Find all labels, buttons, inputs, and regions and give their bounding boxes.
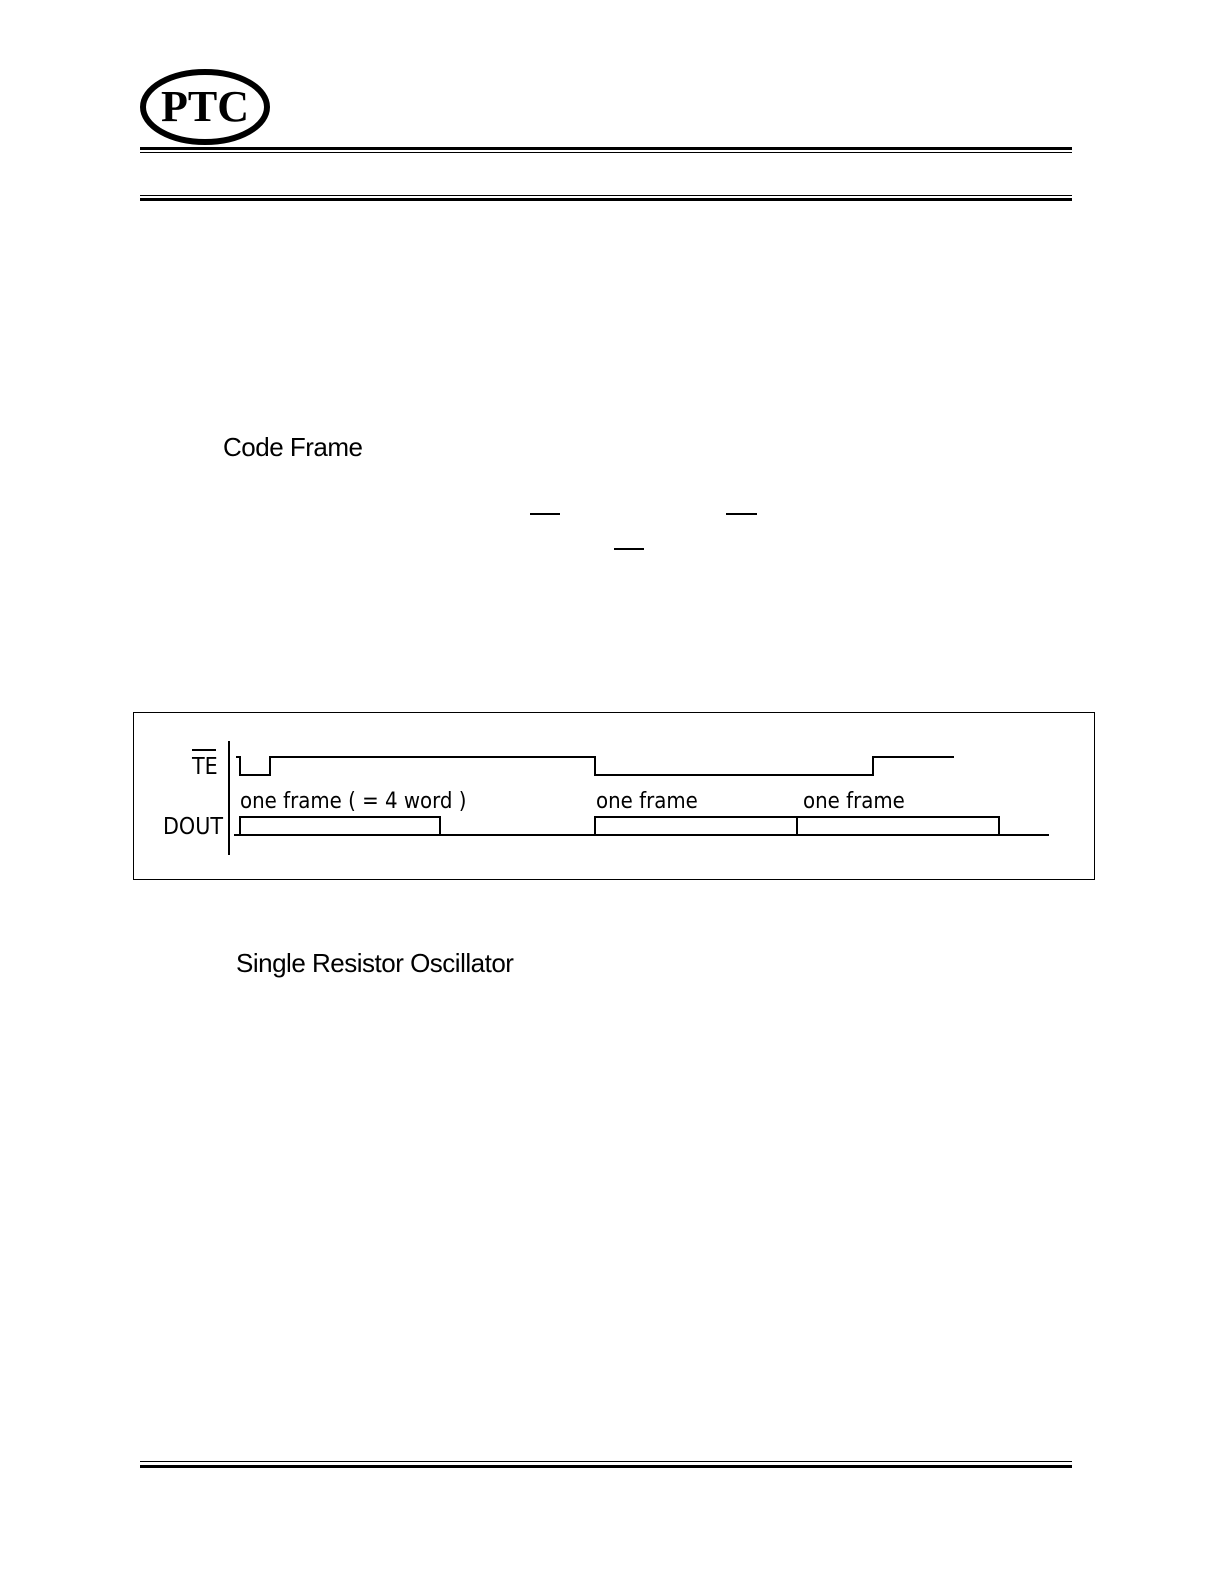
ptc-logo-icon	[138, 68, 274, 148]
frame-label-2: one frame	[596, 789, 698, 814]
title-rule-thin	[140, 195, 1072, 196]
overbar-mark	[614, 548, 644, 550]
timing-diagram-svg	[134, 713, 1096, 881]
overbar-mark	[726, 513, 757, 515]
dout-signal-label: DOUT	[163, 814, 224, 840]
dout-frame-block-3	[797, 817, 999, 835]
timing-diagram	[133, 712, 1095, 880]
te-waveform	[236, 757, 954, 775]
dout-frame-block-1	[240, 817, 440, 835]
te-signal-label: TE	[192, 754, 218, 780]
dout-frame-block-2	[595, 817, 797, 835]
frame-label-1: one frame ( = 4 word )	[240, 789, 467, 814]
footer-rule-thin	[140, 1461, 1072, 1462]
logo-text: PTC	[161, 82, 249, 131]
header-rule-thin	[140, 152, 1072, 153]
footer-rule-thick	[140, 1465, 1072, 1468]
header-rule-thick	[140, 147, 1072, 150]
code-frame-heading: Code Frame	[223, 432, 363, 462]
title-rule-thick	[140, 198, 1072, 201]
oscillator-heading: Single Resistor Oscillator	[236, 948, 514, 978]
overbar-mark	[530, 513, 560, 515]
frame-label-3: one frame	[803, 789, 905, 814]
